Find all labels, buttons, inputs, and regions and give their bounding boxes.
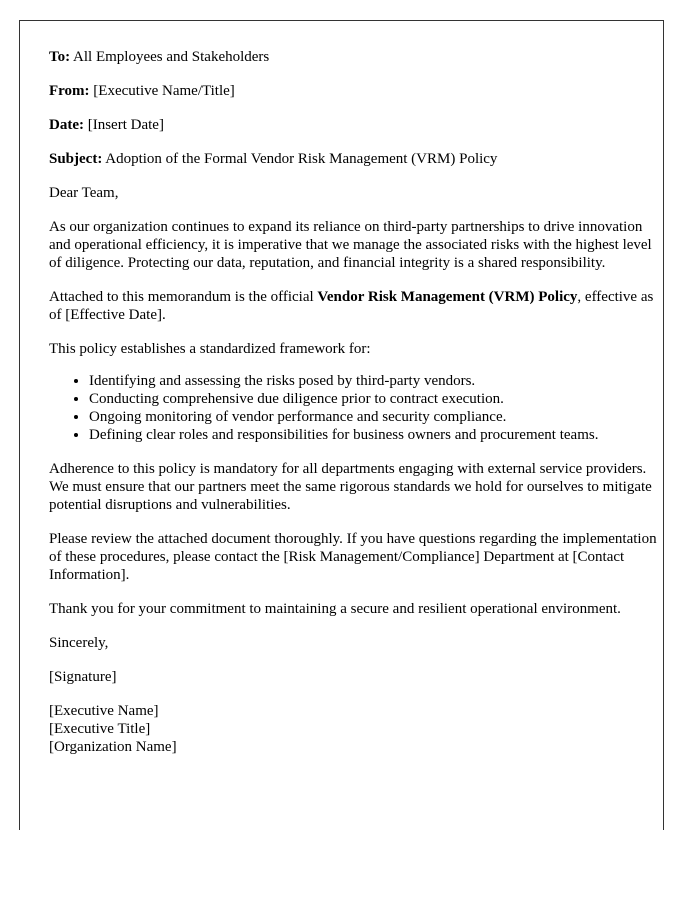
paragraph-intro: As our organization continues to expand its reliance on third-party partnerships to drive innovation and operational efficiency, it is imperative that we manage the associated risks with the highest level of diligence. Protecting our data, reputation, and financial integrity is a shared responsibility. xyxy=(49,219,652,271)
date-line xyxy=(49,116,663,134)
from-line xyxy=(49,82,663,100)
closing-sincerely: Sincerely, xyxy=(49,635,109,651)
from-label: From: xyxy=(49,83,90,99)
framework-list xyxy=(49,372,663,444)
date-label: Date: xyxy=(49,117,84,133)
subject-label: Subject: xyxy=(49,151,103,167)
paragraph-framework: This policy establishes a standardized framework for: xyxy=(49,341,371,357)
policy-name: Vendor Risk Management (VRM) Policy xyxy=(317,289,578,305)
list-item: • Conducting comprehensive due diligence prior to contract execution. xyxy=(89,390,663,408)
signature-block xyxy=(49,702,663,756)
paragraph-attachment xyxy=(49,288,663,324)
to-value: All Employees and Stakeholders xyxy=(70,49,270,65)
from-value: [Executive Name/Title] xyxy=(89,83,235,99)
paragraph-thanks: Thank you for your commitment to maintaining a secure and resilient operational environment. xyxy=(49,601,621,617)
attachment-text-post: , effective as of [Effective Date]. xyxy=(49,289,654,323)
date-value: [Insert Date] xyxy=(83,117,164,133)
executive-name: [Executive Name] xyxy=(49,703,159,719)
attachment-text-pre: Attached to this memorandum is the official xyxy=(49,289,318,305)
paragraph-review: Please review the attached document thoroughly. If you have questions regarding the implementation of these procedures, please contact the [Risk Management/Compliance] Department at [Contact Information]. xyxy=(49,531,657,583)
to-line xyxy=(49,48,663,66)
executive-title: [Executive Title] xyxy=(49,721,151,737)
memo-document xyxy=(19,20,664,830)
subject-value: Adoption of the Formal Vendor Risk Management (VRM) Policy xyxy=(102,151,498,167)
list-item: • Defining clear roles and responsibilities for business owners and procurement teams. xyxy=(89,426,663,444)
to-label: To: xyxy=(49,49,71,65)
signature-placeholder: [Signature] xyxy=(49,669,117,685)
paragraph-adherence: Adherence to this policy is mandatory for all departments engaging with external service providers. We must ensure that our partners meet the same rigorous standards we hold for ourselves to mitigate potential disruptions and vulnerabilities. xyxy=(49,461,652,513)
organization-name: [Organization Name] xyxy=(49,739,177,755)
subject-line xyxy=(49,150,663,168)
list-item: • Identifying and assessing the risks posed by third-party vendors. xyxy=(89,372,663,390)
list-item: • Ongoing monitoring of vendor performance and security compliance. xyxy=(89,408,663,426)
greeting: Dear Team, xyxy=(49,185,119,201)
